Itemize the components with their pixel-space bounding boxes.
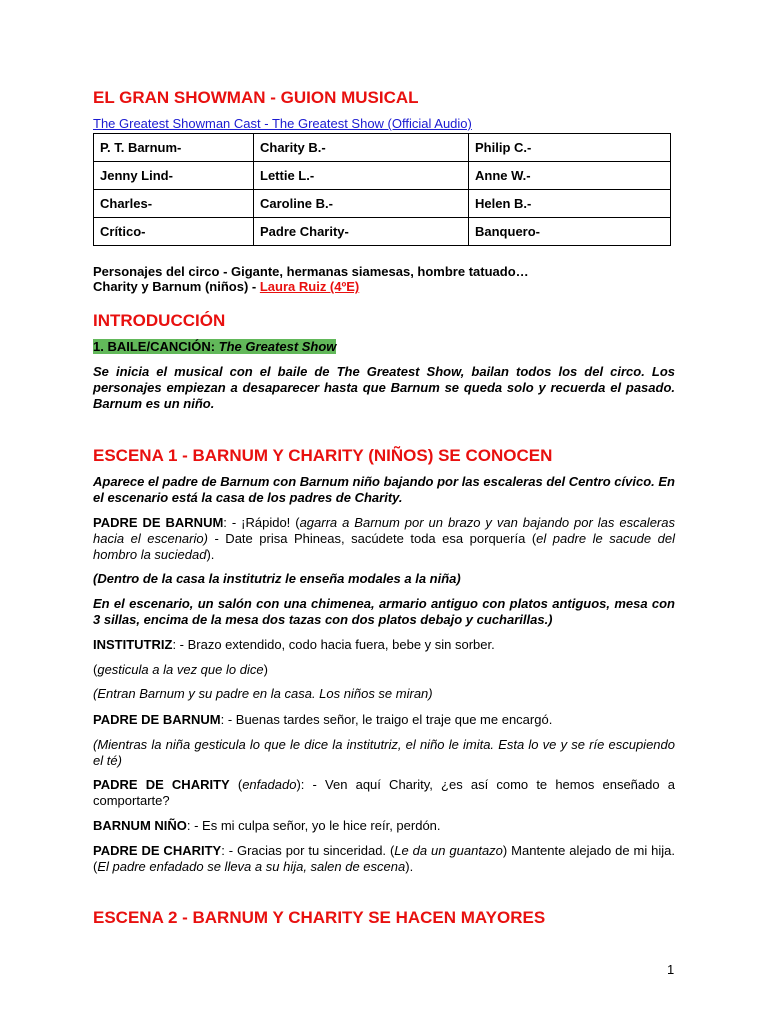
dialogue-text: ) Mantente alejado de mi hija. ( <box>93 843 675 874</box>
stage-note-entran: (Entran Barnum y su padre en la casa. Los niños se miran) <box>93 686 433 701</box>
table-cell: Crítico- <box>94 218 254 246</box>
speaker-name: PADRE DE CHARITY <box>93 777 230 792</box>
intro-heading: INTRODUCCIÓN <box>93 311 226 330</box>
dialogue-text: ): - Ven aquí Charity, ¿es así como te hemos enseñado a comportarte? <box>93 777 675 808</box>
dialogue-text: : - ¡Rápido! ( <box>223 515 300 530</box>
table-cell: Padre Charity- <box>254 218 469 246</box>
dialogue-text: : - Es mi culpa señor, yo le hice reír, perdón. <box>186 818 441 833</box>
dialogue-text: ). <box>405 859 414 874</box>
stage-note: el padre le sacude del hombro la suciedad <box>93 531 675 562</box>
paren: ( <box>93 662 98 677</box>
table-cell: Philip C.- <box>469 134 671 162</box>
dialogue-padre-barnum-1 <box>93 515 675 563</box>
dialogue-text: - Date prisa Phineas, sacúdete toda esa porquería ( <box>207 531 537 546</box>
dialogue-padre-barnum-2 <box>93 712 675 728</box>
table-cell: Charles- <box>94 190 254 218</box>
kids-line <box>93 279 359 294</box>
page-number: 1 <box>667 962 675 977</box>
dialogue-text: ( <box>229 777 243 792</box>
intro-stage-direction: Se inicia el musical con el baile de The Greatest Show, bailan todos los del circo. Los personajes empiezan a desaparecer hasta que Barnum se queda solo y recuerda el pasado. Barnum es un niño. <box>93 364 675 411</box>
table-cell: P. T. Barnum- <box>94 134 254 162</box>
stage-direction-institutriz: (Dentro de la casa la institutriz le enseña modales a la niña) <box>93 571 461 586</box>
dialogue-padre-charity-2 <box>93 843 675 875</box>
table-cell: Lettie L.- <box>254 162 469 190</box>
table-row <box>94 218 671 246</box>
dialogue-barnum-nino <box>93 818 675 834</box>
scene2-heading: ESCENA 2 - BARNUM Y CHARITY SE HACEN MAYORES <box>93 908 546 927</box>
speaker-name: PADRE DE CHARITY <box>93 843 222 858</box>
table-cell: Jenny Lind- <box>94 162 254 190</box>
cast-table <box>93 133 671 246</box>
table-cell: Charity B.- <box>254 134 469 162</box>
speaker-name: PADRE DE BARNUM <box>93 712 221 727</box>
document-title: EL GRAN SHOWMAN - GUION MUSICAL <box>93 88 419 107</box>
circus-characters-line: Personajes del circo - Gigante, hermanas siamesas, hombre tatuado… <box>93 264 529 279</box>
dialogue-text: : - Gracias por tu sinceridad. ( <box>221 843 395 858</box>
speaker-name: PADRE DE BARNUM <box>93 515 224 530</box>
table-cell: Banquero- <box>469 218 671 246</box>
scene1-stage-direction: Aparece el padre de Barnum con Barnum niño bajando por las escaleras del Centro cívico. En el escenario está la casa de los padres de Charity. <box>93 474 675 505</box>
stage-note-gesticula <box>93 662 675 678</box>
table-row <box>94 134 671 162</box>
stage-note: gesticula a la vez que lo dice <box>97 662 264 677</box>
stage-note: El padre enfadado se lleva a su hija, salen de escena <box>97 859 406 874</box>
kids-prefix: Charity y Barnum (niños) - <box>93 279 260 294</box>
table-cell: Caroline B.- <box>254 190 469 218</box>
table-cell: Helen B.- <box>469 190 671 218</box>
song-prefix: 1. BAILE/CANCIÓN: <box>93 339 219 354</box>
dialogue-padre-charity-1 <box>93 777 675 809</box>
stage-direction-salon: En el escenario, un salón con una chimenea, armario antiguo con platos antiguos, mesa con 3 sillas, encima de la mesa dos tazas con dos platos debajo y cucharillas.) <box>93 596 675 627</box>
audio-link[interactable]: The Greatest Showman Cast - The Greatest Show (Official Audio) <box>93 116 472 131</box>
speaker-name: INSTITUTRIZ <box>93 637 173 652</box>
song-highlight <box>93 339 336 354</box>
dialogue-text: ). <box>206 547 215 562</box>
stage-note-imita: (Mientras la niña gesticula lo que le dice la institutriz, el niño le imita. Esta lo ve y se ríe escupiendo el té) <box>93 737 675 768</box>
kids-actor-link[interactable]: Laura Ruiz (4ºE) <box>259 279 360 294</box>
stage-note: Le da un guantazo <box>394 843 503 858</box>
stage-note: agarra a Barnum por un brazo y van bajando por las escaleras hacia el escenario) <box>93 515 675 546</box>
scene1-heading: ESCENA 1 - BARNUM Y CHARITY (NIÑOS) SE CONOCEN <box>93 446 553 465</box>
dialogue-text: : - Buenas tardes señor, le traigo el traje que me encargó. <box>220 712 553 727</box>
table-cell: Anne W.- <box>469 162 671 190</box>
table-row <box>94 190 671 218</box>
song-line <box>93 339 336 354</box>
table-row <box>94 162 671 190</box>
paren: ) <box>263 662 268 677</box>
stage-note: enfadado <box>242 777 297 792</box>
song-title: The Greatest Show <box>218 339 337 354</box>
speaker-name: BARNUM NIÑO <box>93 818 187 833</box>
dialogue-institutriz <box>93 637 675 653</box>
dialogue-text: : - Brazo extendido, codo hacia fuera, bebe y sin sorber. <box>172 637 495 652</box>
